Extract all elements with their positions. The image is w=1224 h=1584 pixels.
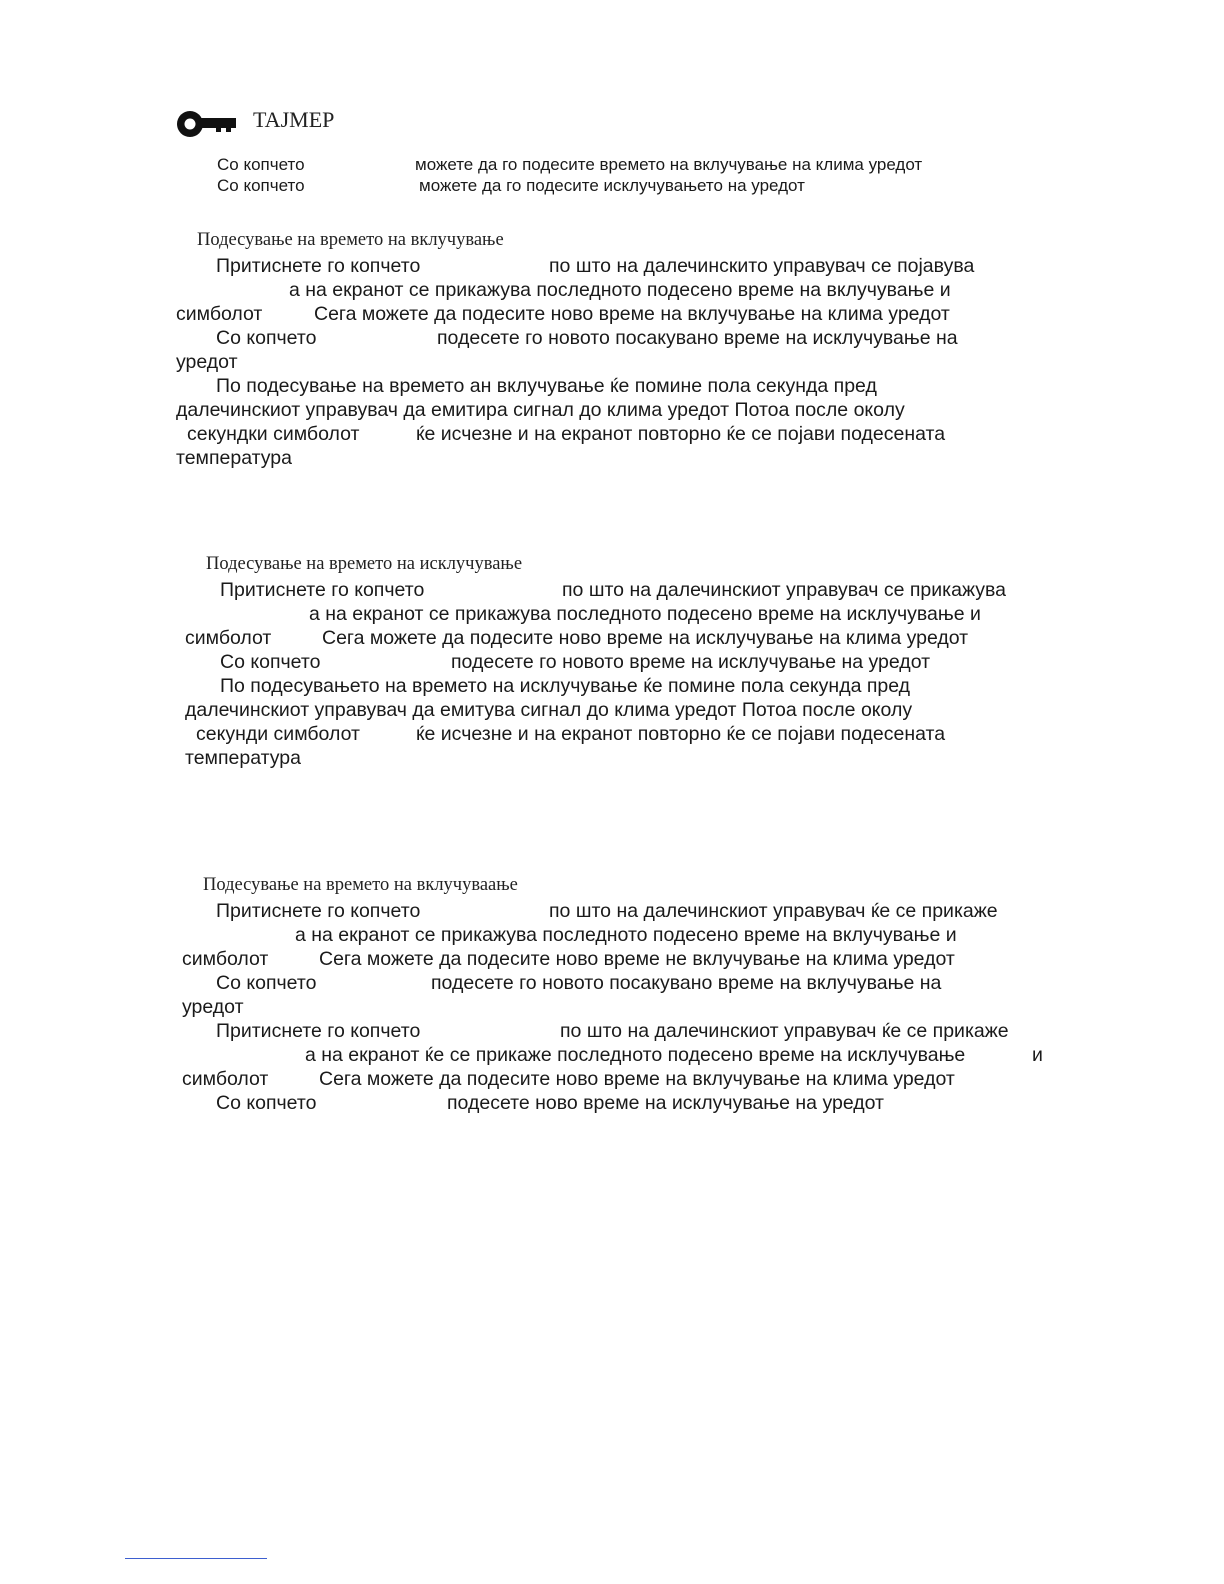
intro-line-2-label: Со копчето <box>217 176 305 195</box>
section-1-line: температура <box>176 447 293 469</box>
section-1-line: а на екранот се прикажува последното подесено време на вклучување и <box>289 279 951 301</box>
section-3-line: подесете го новото посакувано време на вклучување на <box>431 972 942 994</box>
section-2-heading: Подесување на времето на исклучување <box>206 554 523 574</box>
section-3-line: Сега можете да подесите ново време не вклучување на клима уредот <box>319 948 955 970</box>
section-1-line: Притиснете го копчето <box>216 255 421 277</box>
section-1-line: По подесување на времето ан вклучување ќе помине пола секунда пред <box>216 375 877 397</box>
section-2-line: симболот <box>185 627 272 649</box>
section-3-line: симболот <box>182 1068 269 1090</box>
page-title: TAJMEP <box>253 107 335 132</box>
section-1-heading: Подесување на времето на вклучување <box>197 230 504 250</box>
section-2-line: Притиснете го копчето <box>220 579 425 601</box>
section-2-line: секунди симболот <box>196 723 360 745</box>
section-2-line: По подесувањето на времето на исклучување ќе помине пола секунда пред <box>220 675 911 697</box>
section-1-line: уредот <box>176 351 238 373</box>
section-3-line: а на екранот ќе се прикаже последното подесено време на исклучување <box>305 1044 966 1066</box>
section-1-line: Со копчето <box>216 327 317 349</box>
section-3-line: по што на далечинскиот управувач ќе се прикаже <box>549 900 998 922</box>
section-3-line: симболот <box>182 948 269 970</box>
intro-line-1-text: можете да го подесите времето на вклучување на клима уредот <box>415 155 923 174</box>
section-1-line: подесете го новото посакувано време на исклучување на <box>437 327 958 349</box>
section-3-heading: Подесување на времето на вклучуваање <box>203 875 518 895</box>
section-3-line: и <box>1032 1044 1043 1066</box>
section-3-line: Со копчето <box>216 1092 317 1114</box>
section-2-line: ќе исчезне и на екранот повторно ќе се појави подесената <box>416 723 946 745</box>
section-2-line: далечинскиот управувач да емитува сигнал до клима уредот Потоа после околу <box>185 699 913 721</box>
intro-line-2-text: можете да го подесите исклучувањето на уредот <box>419 176 805 195</box>
intro-line-1-label: Со копчето <box>217 155 305 174</box>
section-3-line: а на екранот се прикажува последното подесено време на вклучување и <box>295 924 957 946</box>
section-1-line: далечинскиот управувач да емитира сигнал до клима уредот Потоа после околу <box>176 399 905 421</box>
section-2-line: Со копчето <box>220 651 321 673</box>
section-1-line: секундки симболот <box>187 423 360 445</box>
section-3-line: Притиснете го копчето <box>216 1020 421 1042</box>
section-1-line: симболот <box>176 303 263 325</box>
section-2-line: а на екранот се прикажува последното подесено време на исклучување и <box>309 603 981 625</box>
key-icon <box>172 104 240 142</box>
footnote-rule <box>125 1558 267 1559</box>
section-3-line: по што на далечинскиот управувач ќе се прикаже <box>560 1020 1009 1042</box>
section-2-line: по што на далечинскиот управувач се прикажува <box>562 579 1006 601</box>
section-1-line: по што на далечинскито управувач се појавува <box>549 255 975 277</box>
section-2-line: температура <box>185 747 302 769</box>
section-3-line: Сега можете да подесите ново време на вклучување на клима уредот <box>319 1068 955 1090</box>
section-1-line: Сега можете да подесите ново време на вклучување на клима уредот <box>314 303 950 325</box>
section-1-line: ќе исчезне и на екранот повторно ќе се појави подесената <box>416 423 946 445</box>
section-2-line: Сега можете да подесите ново време на исклучување на клима уредот <box>322 627 969 649</box>
section-3-line: уредот <box>182 996 244 1018</box>
section-2-line: подесете го новото време на исклучување на уредот <box>451 651 931 673</box>
section-3-line: подесете ново време на исклучување на уредот <box>447 1092 884 1114</box>
section-3-line: Со копчето <box>216 972 317 994</box>
section-3-line: Притиснете го копчето <box>216 900 421 922</box>
